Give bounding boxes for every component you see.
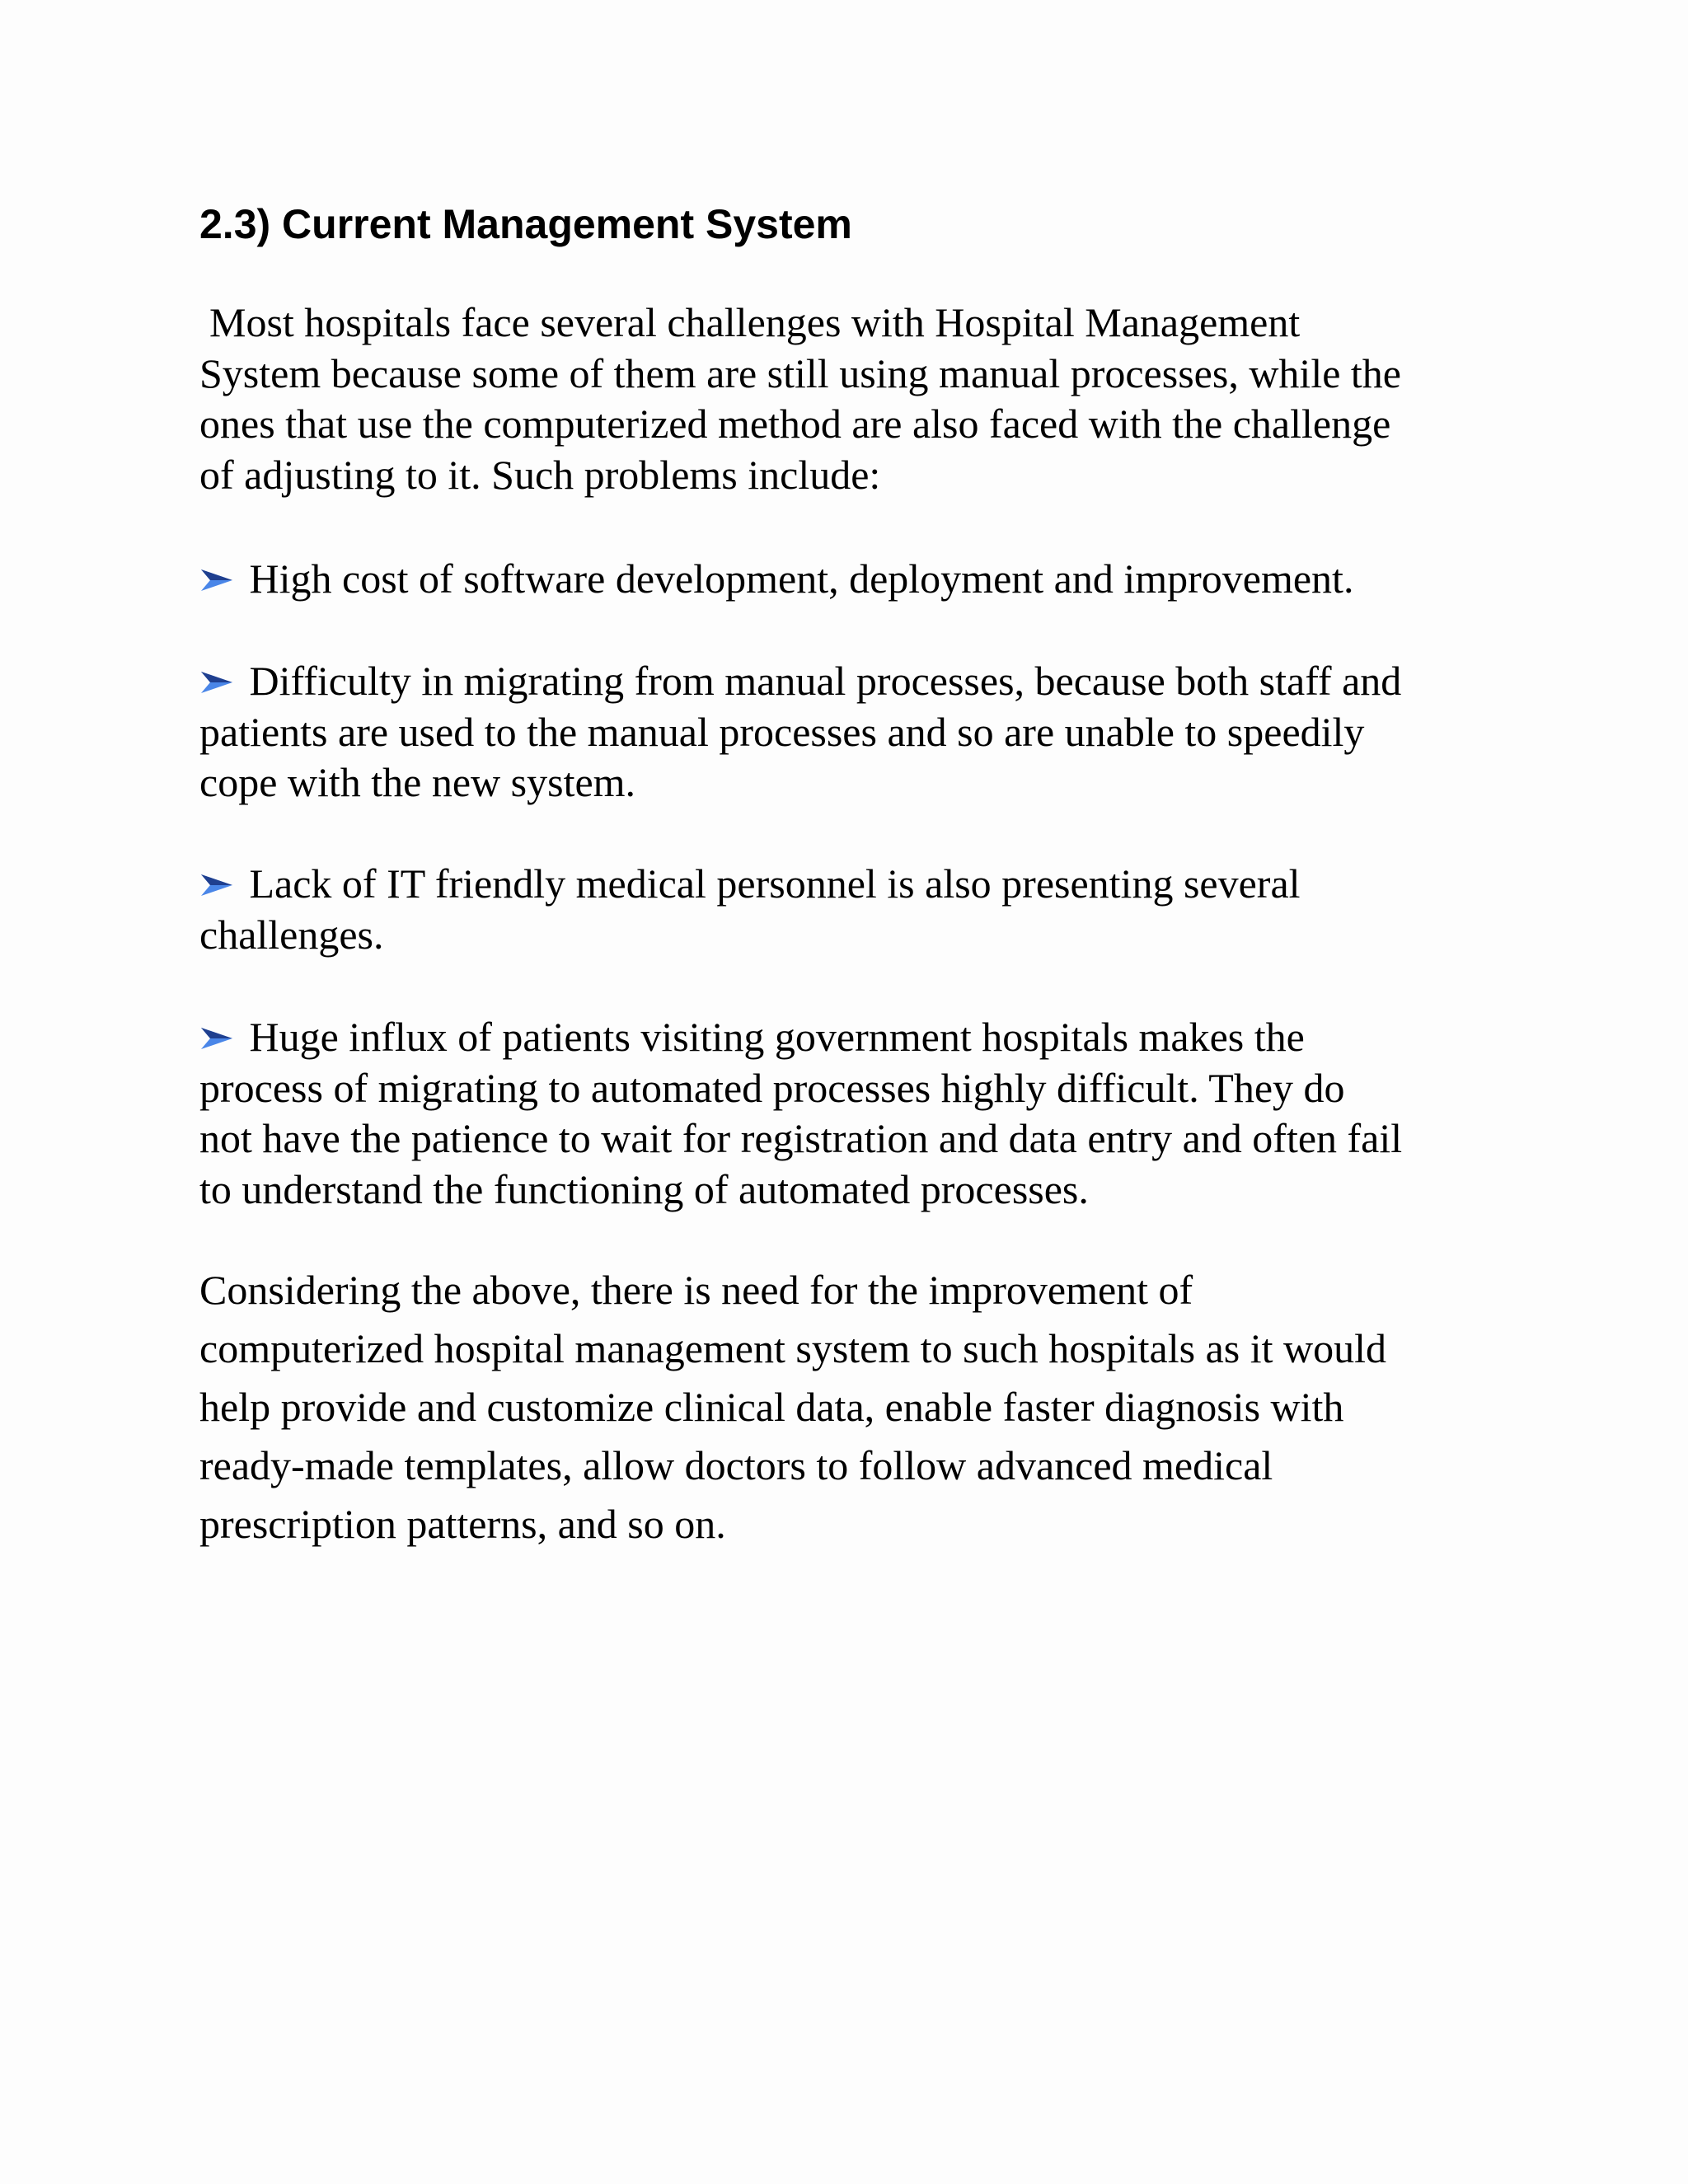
section-heading: 2.3) Current Management System: [199, 201, 852, 247]
closing-paragraph: [199, 1261, 1510, 1554]
arrow-bullet-icon: [199, 568, 234, 593]
intro-paragraph: [199, 298, 1510, 500]
bullet-item: [199, 656, 1510, 808]
closing-line: prescription patterns, and so on.: [199, 1501, 726, 1547]
bullet-text: to understand the functioning of automated processes.: [199, 1165, 1089, 1212]
bullet-text: cope with the new system.: [199, 759, 636, 805]
bullet-text: Difficulty in migrating from manual processes, because both staff and: [249, 658, 1402, 704]
bullet-text: challenges.: [199, 911, 384, 958]
bullet-item: [199, 554, 1510, 605]
intro-line: ones that use the computerized method are also faced with the challenge: [199, 401, 1391, 447]
bullet-text: not have the patience to wait for registration and data entry and often fail: [199, 1115, 1403, 1161]
arrow-bullet-icon: [199, 670, 234, 695]
bullet-text: High cost of software development, deployment and improvement.: [249, 555, 1354, 602]
intro-line: of adjusting to it. Such problems include:: [199, 451, 881, 498]
intro-line: System because some of them are still using manual processes, while the: [199, 349, 1401, 396]
closing-line: help provide and customize clinical data, enable faster diagnosis with: [199, 1384, 1344, 1430]
arrow-bullet-icon: [199, 873, 234, 898]
closing-line: Considering the above, there is need for the improvement of: [199, 1267, 1193, 1313]
closing-line: ready-made templates, allow doctors to follow advanced medical: [199, 1442, 1273, 1488]
bullet-item: [199, 859, 1510, 960]
closing-line: computerized hospital management system to such hospitals as it would: [199, 1325, 1387, 1371]
bullet-item: [199, 1012, 1510, 1215]
bullet-text: process of migrating to automated processes highly difficult. They do: [199, 1064, 1345, 1111]
bullet-text: Lack of IT friendly medical personnel is also presenting several: [249, 860, 1301, 907]
intro-line: Most hospitals face several challenges with Hospital Management: [209, 299, 1301, 345]
bullet-text: patients are used to the manual processes and so are unable to speedily: [199, 708, 1365, 755]
bullet-text: Huge influx of patients visiting government hospitals makes the: [249, 1014, 1305, 1060]
arrow-bullet-icon: [199, 1026, 234, 1051]
